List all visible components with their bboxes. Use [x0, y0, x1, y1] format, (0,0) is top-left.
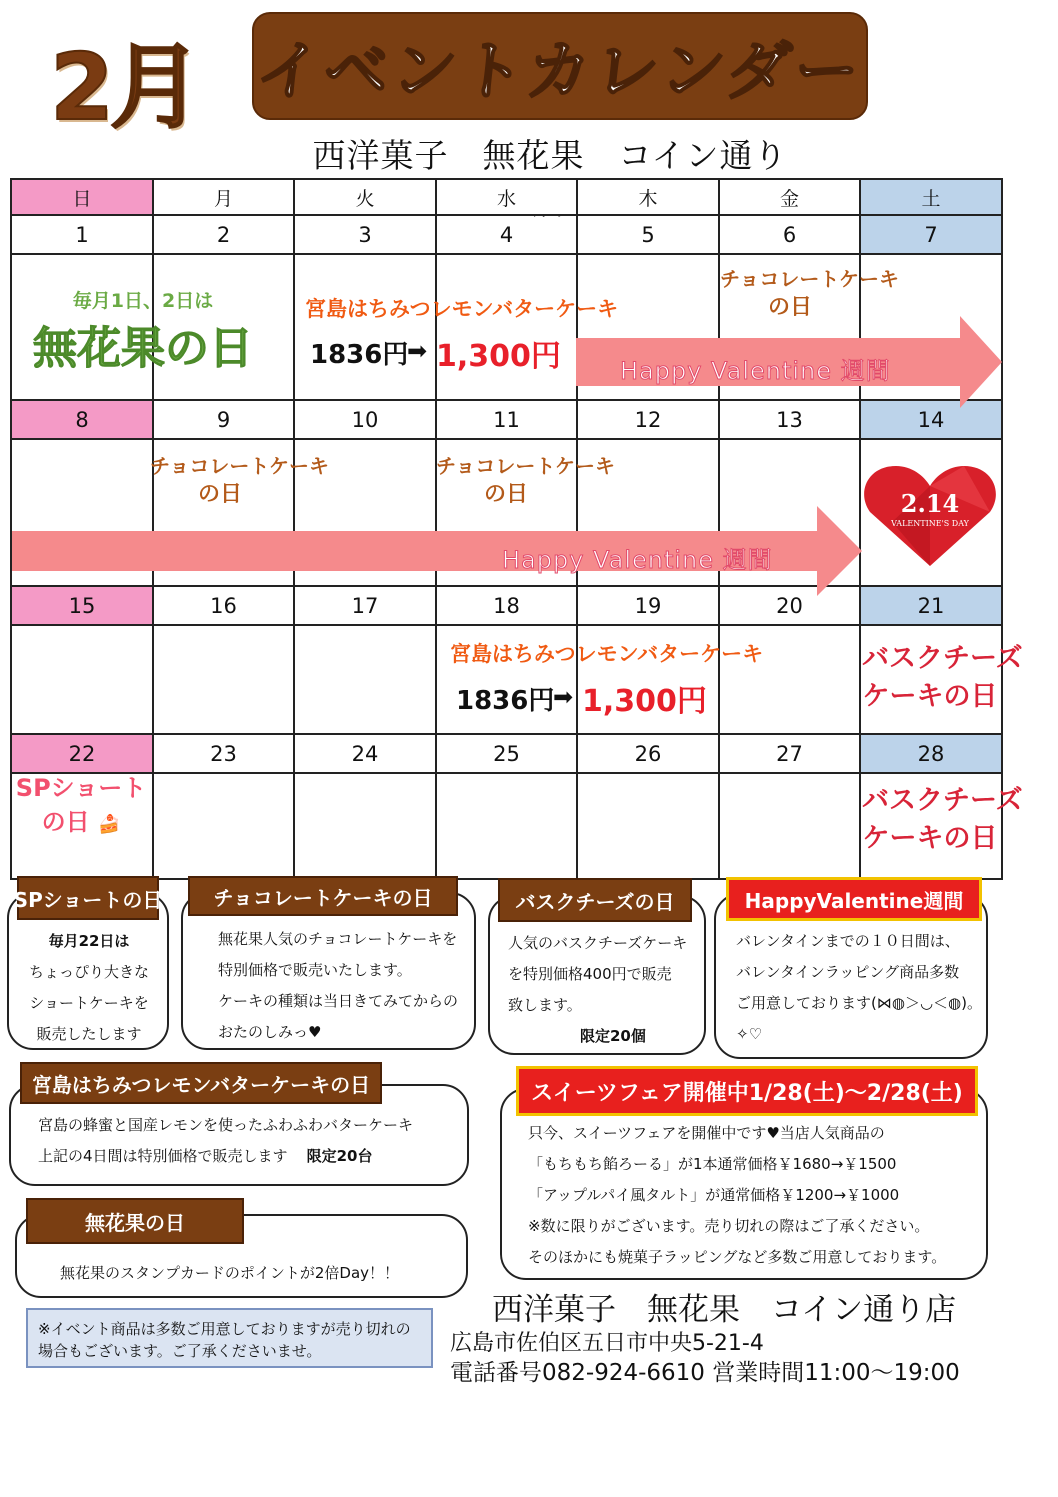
date-13: 13: [719, 400, 860, 439]
text-line: ケーキの種類は当日きてみてからの: [218, 992, 459, 1010]
basque-cheesecake-event: [862, 640, 1023, 716]
text-line: ショートケーキを: [29, 994, 149, 1012]
day-cell: [436, 773, 577, 879]
date-27: 27: [719, 734, 860, 773]
text-line: おたのしみっ♥: [218, 1023, 322, 1041]
text-line: ちょっぴり大きな: [28, 963, 149, 981]
date-25: 25: [436, 734, 577, 773]
sp-shortcake-info-tab: SPショートの日: [17, 876, 159, 920]
text-line: バレンタインまでの１０日間は、: [736, 932, 960, 950]
choco-cake-event: [720, 266, 899, 323]
date-3: 3: [294, 215, 436, 254]
basque-info-text: [508, 928, 687, 1052]
date-7: 7: [860, 215, 1002, 254]
date-16: 16: [153, 586, 294, 625]
text-line: 無花果人気のチョコレートケーキを: [218, 930, 458, 948]
date-row-week-1: [11, 215, 1002, 254]
text-line: そのほかにも焼菓子ラッピングなど多数ご用意しております。: [528, 1248, 947, 1266]
date-20: 20: [719, 586, 860, 625]
weekday-sun: 日: [11, 179, 153, 215]
date-21: 21: [860, 586, 1002, 625]
choco-cake-event: [150, 453, 329, 510]
basque-label: バスクチーズ: [862, 643, 1023, 674]
text-line: 「アップルパイ風タルト」が通常価格￥1200→￥1000: [528, 1186, 900, 1204]
date-1: 1: [11, 215, 153, 254]
lemon-cake-event-title: 宮島はちみつレモンバターケーキ: [305, 297, 619, 321]
notice-box: ※イベント商品は多数ご用意しておりますが売り切れの場合もございます。ご了承くださいませ。: [26, 1308, 433, 1368]
date-5: 5: [577, 215, 719, 254]
text-line: 限定20個: [580, 1027, 646, 1045]
month-title: 2月: [50, 34, 199, 141]
text-line: 致します。: [508, 996, 582, 1014]
basque-day-label: ケーキの日: [862, 680, 998, 712]
sweets-fair-info-text: [528, 1118, 946, 1273]
text-line: バレンタインラッピング商品多数: [736, 963, 960, 981]
weekday-sat: 土: [860, 179, 1002, 215]
page-title: イベントカレンダー: [252, 35, 867, 109]
choco-cake-event: [436, 453, 615, 510]
text-line: を特別価格400円で販売: [508, 965, 672, 983]
day-cell: [294, 254, 436, 400]
date-2: 2: [153, 215, 294, 254]
text-line: 只今、スイーツフェアを開催中です♥当店人気商品の: [528, 1124, 885, 1142]
lemon-cake-sale-price: 1,300円: [582, 684, 707, 719]
arrow-right-icon: ➡: [553, 683, 574, 711]
basque-day-label: ケーキの日: [862, 822, 998, 854]
text-line: 人気のバスクチーズケーキ: [508, 934, 688, 952]
basque-label: バスクチーズ: [862, 785, 1023, 816]
cake-icon: 🍰: [97, 813, 121, 835]
choco-cake-day-label: の日: [197, 482, 242, 507]
event-row-week-4: [11, 773, 1002, 879]
day-cell: [719, 773, 860, 879]
valentine-week-label-1: Happy Valentine 週間: [620, 357, 891, 385]
sp-label: SPショート: [15, 774, 147, 802]
lemon-cake-regular-price: 1836円: [456, 686, 555, 716]
footer-address: 広島市佐伯区五日市中央5-21-4: [450, 1331, 764, 1356]
text-line: ※数に限りがございます。売り切れの際はご了承ください。: [528, 1217, 930, 1235]
sp-day-label: の日 🍰: [41, 807, 121, 836]
footer-phone-hours: 電話番号082-924-6610 営業時間11:00～19:00: [450, 1360, 960, 1386]
choco-cake-day-label: の日: [767, 295, 812, 320]
ichijiku-day-label: 無花果の日: [33, 323, 253, 374]
date-11: 11: [436, 400, 577, 439]
date-14: 14: [860, 400, 1002, 439]
date-17: 17: [294, 586, 436, 625]
text-line: 特別価格で販売いたします。: [218, 961, 412, 979]
basque-cheesecake-event: [862, 782, 1023, 858]
sweets-fair-info-tab: スイーツフェア開催中1/28(土)～2/28(土): [516, 1066, 978, 1116]
text-line: 毎月22日は: [48, 932, 130, 950]
text-line: 宮島の蜂蜜と国産レモンを使ったふわふわバターケーキ: [38, 1116, 414, 1134]
valentines-day-heart-icon: [862, 462, 998, 570]
choco-cake-label: チョコレートケーキ: [720, 267, 899, 291]
heart-date: 2.14: [900, 489, 960, 518]
heart-caption: VALENTINE'S DAY: [891, 519, 969, 528]
weekday-fri: 金: [719, 179, 860, 215]
text-line: ✧♡: [736, 1025, 763, 1043]
weekday-tue: 火: [294, 179, 436, 215]
day-cell: [436, 254, 577, 400]
day-cell: [294, 625, 436, 734]
date-4: 4: [436, 215, 577, 254]
date-9: 9: [153, 400, 294, 439]
date-6: 6: [719, 215, 860, 254]
date-15: 15: [11, 586, 153, 625]
footer-shop-name: 西洋菓子 無花果 コイン通り店: [492, 1292, 957, 1328]
date-10: 10: [294, 400, 436, 439]
ichijiku-day-note: 毎月1日、2日は: [72, 290, 214, 312]
day-cell: [153, 625, 294, 734]
day-cell: [294, 773, 436, 879]
text-line: 「もちもち餡ろーる」が1本通常価格￥1680→￥1500: [528, 1155, 897, 1173]
text-line: 販売したします: [36, 1025, 142, 1043]
weekday-thu: 木: [577, 179, 719, 215]
title-banner: [252, 12, 868, 120]
valentine-info-tab: HappyValentine週間: [726, 877, 982, 921]
weekday-wed: 水: [436, 179, 577, 215]
date-19: 19: [577, 586, 719, 625]
date-28: 28: [860, 734, 1002, 773]
date-22: 22: [11, 734, 153, 773]
day-cell: [11, 625, 153, 734]
weekday-mon: 月: [153, 179, 294, 215]
sp-shortcake-info-text: [16, 926, 162, 1050]
ichijiku-info-tab: 無花果の日: [26, 1198, 244, 1244]
choco-cake-day-label: の日: [483, 482, 528, 507]
lemon-cake-sale-price: 1,300円: [436, 339, 561, 374]
day-cell: [577, 773, 719, 879]
date-12: 12: [577, 400, 719, 439]
lemon-cake-info-tab: 宮島はちみつレモンバターケーキの日: [20, 1062, 382, 1104]
day-cell: [153, 773, 294, 879]
choco-cake-info-text: [218, 924, 458, 1048]
date-8: 8: [11, 400, 153, 439]
arrow-right-icon: ➡: [407, 337, 428, 365]
weekday-header-row: [11, 179, 1002, 215]
choco-cake-info-tab: チョコレートケーキの日: [188, 876, 458, 916]
choco-cake-label: チョコレートケーキ: [436, 454, 615, 478]
choco-cake-label: チョコレートケーキ: [150, 454, 329, 478]
lemon-cake-regular-price: 1836円: [310, 340, 409, 370]
valentine-info-text: [736, 926, 982, 1050]
date-23: 23: [153, 734, 294, 773]
date-26: 26: [577, 734, 719, 773]
date-18: 18: [436, 586, 577, 625]
text-line: ご用意しております(⋈◍＞◡＜◍)。: [736, 994, 982, 1012]
lemon-cake-event-title: 宮島はちみつレモンバターケーキ: [450, 642, 764, 666]
ichijiku-info-text: 無花果のスタンプカードのポイントが2倍Day！！: [60, 1264, 400, 1282]
valentine-week-label-2: Happy Valentine 週間: [502, 546, 773, 574]
text-line: 上記の4日間は特別価格で販売します 限定20台: [38, 1147, 373, 1165]
date-24: 24: [294, 734, 436, 773]
lemon-cake-info-text: [38, 1110, 413, 1172]
date-row-week-4: [11, 734, 1002, 773]
shop-name: 西洋菓子 無花果 コイン通り: [312, 136, 788, 175]
sp-shortcake-event: [12, 772, 150, 839]
basque-info-tab: バスクチーズの日: [498, 878, 692, 922]
